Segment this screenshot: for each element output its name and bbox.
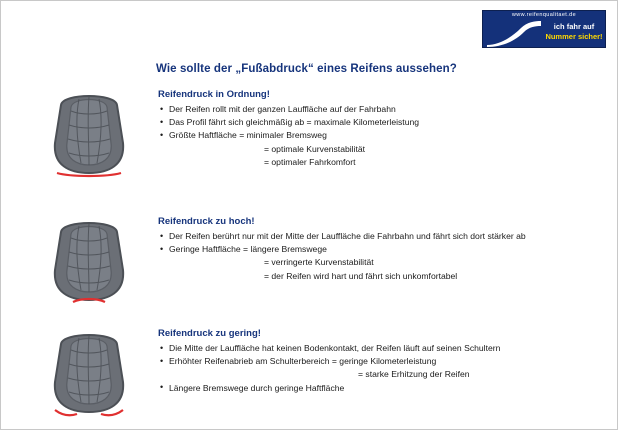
list-item: • Der Reifen rollt mit der ganzen Lauffläche auf der Fahrbahn bbox=[158, 103, 608, 116]
logo-slogan-line2: Nummer sicher! bbox=[545, 31, 603, 41]
list-item-continuation: = optimaler Fahrkomfort bbox=[264, 156, 356, 167]
section-title: Reifendruck in Ordnung! bbox=[158, 89, 270, 100]
list-item: • Längere Bremswege durch geringe Haftfläche bbox=[158, 382, 608, 395]
list-item-continuation: = starke Erhitzung der Reifen bbox=[358, 369, 470, 380]
section-bullet-list bbox=[158, 103, 608, 169]
logo-slogan bbox=[543, 19, 605, 47]
list-item-continuation: = der Reifen wird hart und fährt sich unkomfortabel bbox=[264, 270, 458, 281]
list-item-continuation: = optimale Kurvenstabilität bbox=[264, 143, 366, 154]
section-pressure-too-high bbox=[158, 216, 608, 283]
section-title: Reifendruck zu hoch! bbox=[158, 216, 255, 227]
tyre-diagram-center-contact bbox=[41, 212, 137, 308]
section-pressure-too-low bbox=[158, 328, 608, 395]
section-pressure-ok bbox=[158, 89, 608, 169]
section-bullet-list bbox=[158, 342, 608, 395]
list-item: • Das Profil fährt sich gleichmäßig ab = maximale Kilometerleistung bbox=[158, 116, 608, 129]
logo-url-text: www.reifenqualitaet.de bbox=[511, 12, 577, 18]
road-swoosh-icon bbox=[485, 20, 543, 47]
logo-slogan-line1: ich fahr auf bbox=[553, 22, 595, 31]
list-item-continuation: = verringerte Kurvenstabilität bbox=[264, 257, 374, 268]
section-title: Reifendruck zu gering! bbox=[158, 328, 261, 339]
brand-logo bbox=[482, 10, 606, 48]
list-item: • Geringe Haftfläche = längere Bremswege bbox=[158, 243, 608, 256]
list-item: • Erhöhter Reifenabrieb am Schulterbereich = geringe Kilometerleistung bbox=[158, 355, 608, 368]
tyre-diagram-shoulder-contact bbox=[41, 324, 137, 420]
page-title: Wie sollte der „Fußabdruck“ eines Reifens aussehen? bbox=[156, 63, 457, 75]
list-item: • Größte Haftfläche = minimaler Bremsweg bbox=[158, 129, 608, 142]
tyre-diagram-even-contact bbox=[41, 85, 137, 181]
list-item: • Der Reifen berührt nur mit der Mitte der Lauffläche die Fahrbahn und fährt sich dort stärker ab bbox=[158, 230, 608, 243]
section-bullet-list bbox=[158, 230, 608, 283]
list-item: • Die Mitte der Lauffläche hat keinen Bodenkontakt, der Reifen läuft auf seinen Schultern bbox=[158, 342, 608, 355]
